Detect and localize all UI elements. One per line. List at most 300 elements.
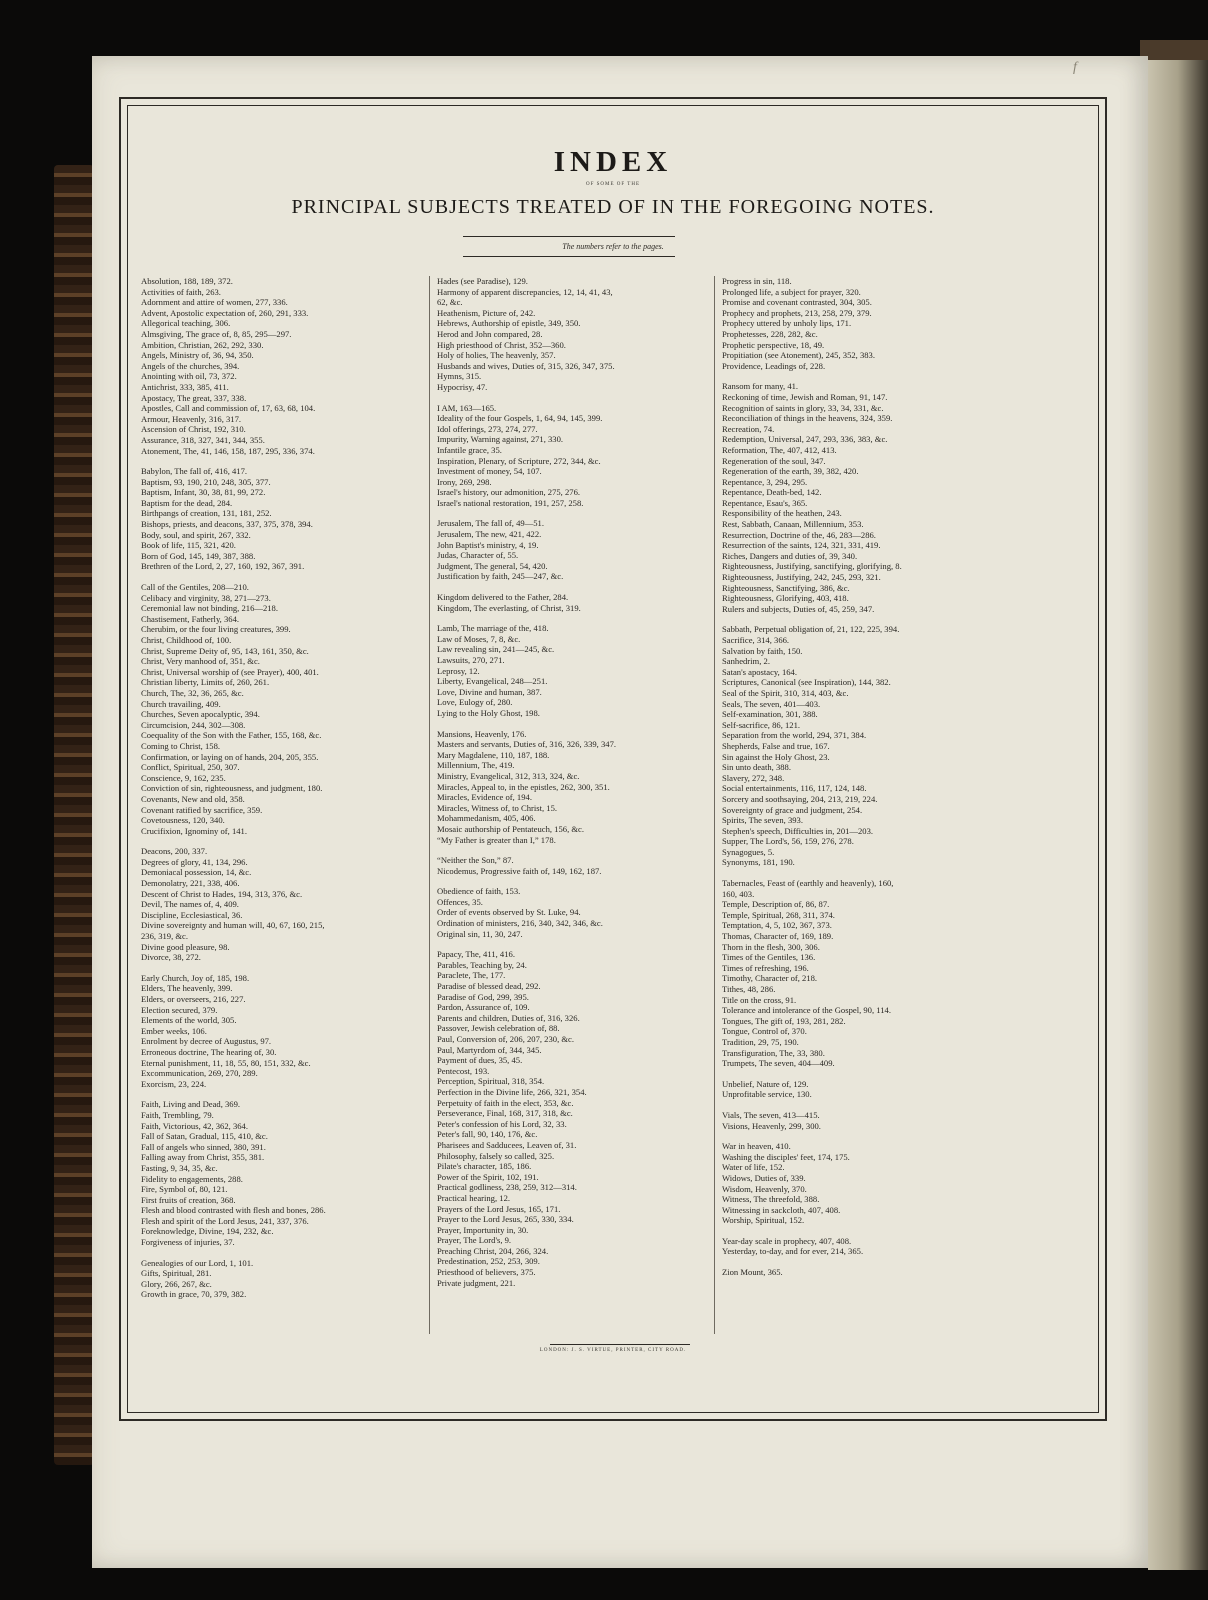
index-entry: Power of the Spirit, 102, 191. [437, 1171, 539, 1182]
index-entry: Christ, Very manhood of, 351, &c. [141, 656, 260, 667]
index-entry: Paradise of blessed dead, 292. [437, 981, 541, 992]
index-entry: Gifts, Spiritual, 281. [141, 1268, 212, 1279]
index-entry: Mary Magdalene, 110, 187, 188. [437, 749, 550, 760]
index-entry: Washing the disciples' feet, 174, 175. [722, 1151, 850, 1162]
index-entry: Apostacy, The great, 337, 338. [141, 392, 247, 403]
index-entry: Enrolment by decree of Augustus, 97. [141, 1036, 272, 1047]
index-entry: Advent, Apostolic expectation of, 260, 291, 333. [141, 307, 309, 318]
index-entry: Investment of money, 54, 107. [437, 466, 542, 477]
index-entry: Yesterday, to-day, and for ever, 214, 365. [722, 1246, 864, 1257]
index-entry: Allegorical teaching, 306. [141, 318, 231, 329]
index-entry: Covenants, New and old, 358. [141, 793, 245, 804]
index-entry: Foreknowledge, Divine, 194, 232, &c. [141, 1226, 274, 1237]
index-entry: Wisdom, Heavenly, 370. [722, 1183, 807, 1194]
index-letter-group [437, 518, 713, 582]
index-entry: Baptism for the dead, 284. [141, 497, 233, 508]
index-entry: Fasting, 9, 34, 35, &c. [141, 1162, 218, 1173]
index-entry: Obedience of faith, 153. [437, 886, 521, 897]
index-entry: Prophecy and prophets, 213, 258, 279, 379. [722, 307, 872, 318]
index-entry: Growth in grace, 70, 379, 382. [141, 1289, 247, 1300]
index-entry: Private judgment, 221. [437, 1277, 516, 1288]
index-entry: Thorn in the flesh, 300, 306. [722, 941, 820, 952]
index-entry: Election secured, 379. [141, 1004, 218, 1015]
index-letter-group [437, 403, 713, 509]
index-entry: Sabbath, Perpetual obligation of, 21, 122, 225, 394. [722, 624, 900, 635]
index-entry: Miracles, Witness of, to Christ, 15. [437, 802, 558, 813]
index-entry: Tabernacles, Feast of (earthly and heavenly), 160, [722, 878, 894, 889]
index-entry: Christ, Supreme Deity of, 95, 143, 161, 350, &c. [141, 645, 309, 656]
index-entry: Law revealing sin, 241—245, &c. [437, 644, 555, 655]
index-entry: Recreation, 74. [722, 423, 775, 434]
index-entry: Inspiration, Plenary, of Scripture, 272, 344, &c. [437, 455, 601, 466]
index-entry: Self-examination, 301, 388. [722, 709, 818, 720]
index-letter-group [141, 582, 421, 836]
index-small-caps: OF SOME OF THE [585, 182, 641, 187]
index-entry: Synonyms, 181, 190. [722, 857, 795, 868]
index-letter-group [722, 878, 998, 1069]
index-entry: Ambition, Christian, 262, 292, 330. [141, 339, 264, 350]
index-entry: Pharisees and Sadducees, Leaven of, 31. [437, 1139, 577, 1150]
index-entry: Celibacy and virginity, 38, 271—273. [141, 592, 271, 603]
index-entry: War in heaven, 410. [722, 1141, 791, 1152]
index-entry: Pardon, Assurance of, 109. [437, 1002, 530, 1013]
index-entry: Recognition of saints in glory, 33, 34, 331, &c. [722, 402, 884, 413]
index-entry: Peter's confession of his Lord, 32, 33. [437, 1118, 567, 1129]
index-entry: Kingdom delivered to the Father, 284. [437, 592, 569, 603]
index-entry: Miracles, Evidence of, 194. [437, 792, 532, 803]
index-entry: Ordination of ministers, 216, 340, 342, 346, &c. [437, 918, 603, 929]
index-entry: 160, 403. [722, 888, 755, 899]
index-entry: Synagogues, 5. [722, 846, 775, 857]
index-entry: Church, The, 32, 36, 265, &c. [141, 687, 244, 698]
index-entry: Judgment, The general, 54, 420. [437, 560, 548, 571]
index-entry: Satan's apostacy, 164. [722, 666, 797, 677]
index-entry: Israel's national restoration, 191, 257, 258. [437, 497, 584, 508]
index-entry: Sacrifice, 314, 366. [722, 635, 790, 645]
index-entry: Love, Divine and human, 387. [437, 686, 542, 697]
index-entry: Assurance, 318, 327, 341, 344, 355. [141, 434, 265, 445]
index-entry: Perseverance, Final, 168, 317, 318, &c. [437, 1108, 573, 1119]
index-entry: Book of life, 115, 321, 420. [141, 540, 236, 551]
index-entry: Chastisement, Fatherly, 364. [141, 613, 240, 624]
index-entry: Pilate's character, 185, 186. [437, 1161, 532, 1172]
index-entry: Law of Moses, 7, 8, &c. [437, 633, 521, 644]
index-entry: Ceremonial law not binding, 216—218. [141, 603, 279, 614]
index-entry: Circumcision, 244, 302—308. [141, 719, 246, 730]
index-entry: Witness, The threefold, 388. [722, 1194, 820, 1205]
index-entry: Unbelief, Nature of, 129. [722, 1078, 809, 1089]
index-entry: Reformation, The, 407, 412, 413. [722, 444, 837, 455]
index-entry: Nicodemus, Progressive faith of, 149, 162, 187. [437, 865, 602, 876]
index-entry: Irony, 269, 298. [437, 476, 492, 487]
index-entry: Timothy, Character of, 218. [722, 973, 818, 984]
index-entry: Covenant ratified by sacrifice, 359. [141, 804, 263, 815]
index-entry: “My Father is greater than I,” 178. [437, 834, 556, 845]
index-entry: Prayer, Importunity in, 30. [437, 1224, 529, 1235]
index-entry: Perception, Spiritual, 318, 354. [437, 1076, 545, 1087]
index-entry: Seals, The seven, 401—403. [722, 698, 821, 709]
index-entry: Israel's history, our admonition, 275, 276. [437, 487, 581, 498]
index-letter-group [722, 624, 998, 868]
index-entry: Activities of faith, 263. [141, 286, 221, 297]
index-entry: Regeneration of the earth, 39, 382, 420. [722, 466, 859, 477]
index-entry: Faith, Living and Dead, 369. [141, 1099, 241, 1110]
index-entry: Parables, Teaching by, 24. [437, 959, 527, 970]
index-entry: Pentecost, 193. [437, 1065, 490, 1076]
index-entry: Mosaic authorship of Pentateuch, 156, &c. [437, 823, 585, 834]
index-entry: Salvation by faith, 150. [722, 645, 803, 656]
index-entry: Promise and covenant contrasted, 304, 305. [722, 297, 872, 308]
index-entry: Peter's fall, 90, 140, 176, &c. [437, 1129, 538, 1140]
page-inner-border [127, 105, 1099, 1413]
index-entry: Covetousness, 120, 340. [141, 815, 225, 826]
index-entry: Temple, Spiritual, 268, 311, 374. [722, 909, 835, 920]
index-entry: Responsibility of the heathen, 243. [722, 508, 842, 519]
index-entry: Ascension of Christ, 192, 310. [141, 424, 246, 435]
index-entry: Slavery, 272, 348. [722, 772, 785, 783]
index-entry: Papacy, The, 411, 416. [437, 949, 515, 960]
index-entry: Prayer, The Lord's, 9. [437, 1235, 512, 1246]
index-entry: Temple, Description of, 86, 87. [722, 899, 830, 910]
index-entry: Faith, Trembling, 79. [141, 1109, 214, 1120]
index-entry: Prophetic perspective, 18, 49. [722, 339, 825, 350]
index-entry: Degrees of glory, 41, 134, 296. [141, 856, 248, 867]
index-entry: Prophetesses, 228, 282, &c. [722, 328, 818, 339]
index-entry: Millennium, The, 419. [437, 760, 515, 771]
index-entry: Churches, Seven apocalyptic, 394. [141, 709, 260, 720]
index-entry: “Neither the Son,” 87. [437, 855, 514, 866]
index-entry: Tongue, Control of, 370. [722, 1026, 807, 1037]
index-entry: Divine good pleasure, 98. [141, 941, 230, 952]
index-entry: Infantile grace, 35. [437, 444, 502, 455]
index-entry: Flesh and spirit of the Lord Jesus, 241, 337, 376. [141, 1215, 309, 1226]
index-entry: Exorcism, 23, 224. [141, 1078, 207, 1089]
index-entry: Ransom for many, 41. [722, 381, 799, 392]
index-entry: Reckoning of time, Jewish and Roman, 91, 147. [722, 391, 888, 402]
index-entry: Antichrist, 333, 385, 411. [141, 381, 229, 392]
index-entry: Armour, Heavenly, 316, 317. [141, 413, 242, 424]
index-entry: Devil, The names of, 4, 409. [141, 899, 239, 910]
index-entry: Transfiguration, The, 33, 380. [722, 1047, 825, 1058]
index-entry: Righteousness, Glorifying, 403, 418. [722, 593, 849, 604]
index-entry: Offences, 35. [437, 896, 483, 907]
index-entry: Scriptures, Canonical (see Inspiration), 144, 382. [722, 677, 891, 688]
index-entry: Vials, The seven, 413—415. [722, 1109, 820, 1120]
index-entry: Demoniacal possession, 14, &c. [141, 867, 252, 878]
index-letter-group [722, 1079, 998, 1100]
index-entry: Hades (see Paradise), 129. [437, 276, 528, 286]
index-entry: Temptation, 4, 5, 102, 367, 373. [722, 920, 832, 931]
index-entry: Babylon, The fall of, 416, 417. [141, 466, 248, 477]
index-entry: Prayers of the Lord Jesus, 165, 171. [437, 1203, 561, 1214]
index-entry: Providence, Leadings of, 228. [722, 360, 826, 371]
index-entry: Paul, Martyrdom of, 344, 345. [437, 1044, 542, 1055]
index-note: The numbers refer to the pages. [562, 242, 664, 251]
index-entry: Prophecy uttered by unholy lips, 171. [722, 318, 852, 329]
index-entry: Resurrection of the saints, 124, 321, 331, 419. [722, 540, 881, 551]
index-entry: Times of the Gentiles, 136. [722, 952, 816, 963]
index-entry: Forgiveness of injuries, 37. [141, 1237, 235, 1248]
index-entry: Conflict, Spiritual, 250, 307. [141, 762, 240, 773]
index-entry: Ember weeks, 106. [141, 1025, 207, 1036]
index-entry: Herod and John compared, 28. [437, 328, 543, 339]
index-entry: Sorcery and soothsaying, 204, 213, 219, 224. [722, 793, 878, 804]
index-entry: Christ, Universal worship of (see Prayer), 400, 401. [141, 666, 319, 677]
index-entry: Supper, The Lord's, 56, 159, 276, 278. [722, 836, 854, 847]
index-entry: Fire, Symbol of, 80, 121. [141, 1184, 228, 1195]
index-entry: Times of refreshing, 196. [722, 962, 809, 973]
index-column-2 [429, 276, 713, 1334]
index-entry: Prayer to the Lord Jesus, 265, 330, 334. [437, 1214, 574, 1225]
index-entry: Cherubim, or the four living creatures, 399. [141, 624, 291, 635]
index-letter-group [141, 1258, 421, 1300]
index-entry: Passover, Jewish celebration of, 88. [437, 1023, 560, 1034]
index-entry: Baptism, 93, 190, 210, 248, 305, 377. [141, 476, 271, 487]
index-letter-group [722, 1141, 998, 1226]
index-entry: Demonolatry, 221, 338, 406. [141, 878, 240, 889]
index-entry: Propitiation (see Atonement), 245, 352, 383. [722, 350, 875, 361]
index-entry: Reconciliation of things in the heavens, 324, 359. [722, 413, 893, 424]
index-entry: Redemption, Universal, 247, 293, 336, 383, &c. [722, 434, 888, 445]
index-entry: Elders, or overseers, 216, 227. [141, 994, 246, 1004]
index-entry: Jerusalem, The new, 421, 422. [437, 529, 542, 540]
index-entry: Paradise of God, 299, 395. [437, 991, 529, 1002]
index-entry: Flesh and blood contrasted with flesh and bones, 286. [141, 1205, 326, 1216]
index-entry: Excommunication, 269, 270, 289. [141, 1068, 258, 1079]
index-entry: Resurrection, Doctrine of the, 46, 283—286. [722, 529, 876, 540]
index-entry: Payment of dues, 35, 45. [437, 1055, 523, 1066]
index-entry: Righteousness, Sanctifying, 386, &c. [722, 582, 850, 593]
index-entry: Husbands and wives, Duties of, 315, 326, 347, 375. [437, 360, 615, 371]
index-entry: Atonement, The, 41, 146, 158, 187, 295, 336, 374. [141, 445, 315, 456]
index-entry: Trumpets, The seven, 404—409. [722, 1058, 835, 1069]
index-entry: Perpetuity of faith in the elect, 353, &c. [437, 1097, 574, 1108]
index-entry: Stephen's speech, Difficulties in, 201—203. [722, 825, 874, 836]
index-entry: Church travailing, 409. [141, 698, 221, 709]
index-letter-group [437, 592, 713, 613]
index-entry: Liberty, Evangelical, 248—251. [437, 676, 548, 687]
index-letter-group [437, 729, 713, 846]
index-entry: Zion Mount, 365. [722, 1267, 783, 1278]
index-entry: Angels, Ministry of, 36, 94, 350. [141, 350, 254, 361]
index-entry: Ideality of the four Gospels, 1, 64, 94, 145, 399. [437, 413, 603, 424]
index-entry: First fruits of creation, 368. [141, 1194, 236, 1205]
index-letter-group [141, 276, 421, 456]
index-entry: Spirits, The seven, 393. [722, 815, 803, 826]
index-entry: Order of events observed by St. Luke, 94. [437, 907, 581, 918]
index-letter-group [722, 276, 998, 371]
index-entry: Heathenism, Picture of, 242. [437, 307, 536, 318]
index-entry: Repentance, Esau's, 365. [722, 497, 808, 508]
index-entry: Miracles, Appeal to, in the epistles, 262, 300, 351. [437, 781, 610, 792]
index-entry: Hymns, 315. [437, 371, 482, 382]
note-rule-bottom [463, 256, 675, 257]
index-entry: Christ, Childhood of, 100. [141, 635, 232, 645]
index-entry: Widows, Duties of, 339. [722, 1172, 806, 1183]
index-letter-group [437, 949, 713, 1288]
index-entry: Riches, Dangers and duties of, 39, 340. [722, 550, 858, 561]
index-entry: Original sin, 11, 30, 247. [437, 928, 523, 939]
index-entry: Unprofitable service, 130. [722, 1089, 812, 1100]
index-entry: Born of God, 145, 149, 387, 388. [141, 550, 256, 561]
index-entry: Tradition, 29, 75, 190. [722, 1036, 799, 1047]
index-entry: Seal of the Spirit, 310, 314, 403, &c. [722, 687, 849, 698]
index-entry: Separation from the world, 294, 371, 384. [722, 730, 867, 741]
index-entry: Fidelity to engagements, 288. [141, 1173, 243, 1184]
index-entry: Adornment and attire of women, 277, 336. [141, 297, 288, 308]
index-entry: Faith, Victorious, 42, 362, 364. [141, 1120, 248, 1131]
index-entry: Birthpangs of creation, 131, 181, 252. [141, 508, 272, 519]
index-entry: Preaching Christ, 204, 266, 324. [437, 1245, 549, 1256]
index-entry: Deacons, 200, 337. [141, 846, 208, 857]
index-letter-group [437, 623, 713, 718]
index-entry: Rest, Sabbath, Canaan, Millennium, 353. [722, 519, 864, 530]
index-entry: Worship, Spiritual, 152. [722, 1215, 805, 1226]
index-entry: Hypocrisy, 47. [437, 381, 488, 392]
index-entry: Coequality of the Son with the Father, 155, 168, &c. [141, 730, 322, 741]
index-entry: Righteousness, Justifying, sanctifying, glorifying, 8. [722, 561, 902, 572]
index-entry: Year-day scale in prophecy, 407, 408. [722, 1235, 852, 1246]
index-entry: Baptism, Infant, 30, 38, 81, 99, 272. [141, 487, 266, 498]
index-entry: Thomas, Character of, 169, 189. [722, 931, 834, 942]
book-spine [54, 165, 94, 1465]
index-entry: Self-sacrifice, 86, 121. [722, 719, 801, 730]
index-entry: Bishops, priests, and deacons, 337, 375, 378, 394. [141, 519, 313, 530]
index-entry: Shepherds, False and true, 167. [722, 740, 830, 751]
index-entry: Angels of the churches, 394. [141, 360, 240, 371]
index-entry: Call of the Gentiles, 208—210. [141, 582, 249, 593]
index-entry: Love, Eulogy of, 280. [437, 697, 513, 708]
index-letter-group [722, 1267, 998, 1278]
index-entry: Judas, Character of, 55. [437, 550, 519, 561]
index-entry: Title on the cross, 91. [722, 994, 797, 1005]
index-entry: Elements of the world, 305. [141, 1015, 237, 1026]
index-entry: Conviction of sin, righteousness, and judgment, 180. [141, 783, 323, 794]
printer-imprint: LONDON: J. S. VIRTUE, PRINTER, CITY ROAD. [539, 1348, 687, 1353]
index-column-3 [714, 276, 998, 1334]
index-column-1 [141, 276, 421, 1310]
index-entry: Perfection in the Divine life, 266, 321, 354. [437, 1086, 587, 1097]
index-entry: Absolution, 188, 189, 372. [141, 276, 233, 286]
index-entry: Sanhedrim, 2. [722, 656, 770, 667]
index-entry: Repentance, 3, 294, 295. [722, 476, 808, 487]
index-entry: I AM, 163—165. [437, 402, 497, 413]
index-letter-group [722, 381, 998, 614]
index-entry: Justification by faith, 245—247, &c. [437, 571, 564, 582]
index-entry: Glory, 266, 267, &c. [141, 1278, 212, 1289]
note-rule-top [463, 236, 675, 237]
index-entry: Fall of Satan, Gradual, 115, 410, &c. [141, 1131, 268, 1142]
index-entry: Masters and servants, Duties of, 316, 326, 339, 347. [437, 739, 617, 750]
index-entry: Elders, The heavenly, 399. [141, 983, 233, 994]
index-entry: Predestination, 252, 253, 309. [437, 1256, 540, 1267]
index-entry: Righteousness, Justifying, 242, 245, 293, 321. [722, 572, 881, 583]
index-entry: Coming to Christ, 158. [141, 740, 221, 751]
index-letter-group [141, 466, 421, 572]
index-letter-group [141, 973, 421, 1090]
index-letter-group [722, 1236, 998, 1257]
index-entry: Confirmation, or laying on of hands, 204, 205, 355. [141, 751, 319, 762]
index-entry: Witnessing in sackcloth, 407, 408. [722, 1204, 841, 1215]
index-entry: Ministry, Evangelical, 312, 313, 324, &c. [437, 770, 580, 781]
index-entry: Apostles, Call and commission of, 17, 63, 68, 104. [141, 403, 316, 414]
index-entry: Practical godliness, 238, 259, 312—314. [437, 1182, 577, 1193]
index-entry: Mohammedanism, 405, 406. [437, 813, 536, 824]
index-entry: Regeneration of the soul, 347. [722, 455, 826, 466]
index-letter-group [437, 276, 713, 393]
index-entry: Brethren of the Lord, 2, 27, 160, 192, 367, 391. [141, 561, 305, 572]
facing-page-edge [1148, 60, 1208, 1570]
index-entry: Anointing with oil, 73, 372. [141, 371, 237, 382]
index-entry: Prolonged life, a subject for prayer, 320. [722, 286, 861, 297]
index-entry: Idol offerings, 273, 274, 277. [437, 423, 538, 434]
index-letter-group [437, 886, 713, 939]
index-entry: Rulers and subjects, Duties of, 45, 259, 347. [722, 603, 875, 614]
index-letter-group [141, 846, 421, 963]
index-entry: 236, 319, &c. [141, 931, 189, 942]
index-entry: Tithes, 48, 286. [722, 984, 776, 994]
index-entry: Erroneous doctrine, The hearing of, 30. [141, 1046, 277, 1057]
index-entry: Harmony of apparent discrepancies, 12, 14, 41, 43, [437, 286, 613, 297]
index-entry: Tongues, The gift of, 193, 281, 282. [722, 1015, 846, 1026]
index-title: INDEX [553, 146, 673, 178]
index-entry: Mansions, Heavenly, 176. [437, 728, 527, 739]
index-entry: Sin unto death, 388. [722, 762, 791, 773]
index-entry: Jerusalem, The fall of, 49—51. [437, 518, 544, 529]
index-letter-group [722, 1110, 998, 1131]
index-entry: Early Church, Joy of, 185, 198. [141, 972, 250, 983]
index-letter-group [437, 855, 713, 876]
footer-rule [550, 1344, 690, 1345]
index-entry: Kingdom, The everlasting, of Christ, 319. [437, 602, 581, 613]
index-entry: John Baptist's ministry, 4, 19. [437, 539, 539, 550]
index-entry: High priesthood of Christ, 352—360. [437, 339, 566, 350]
index-entry: Divine sovereignty and human will, 40, 67, 160, 215, [141, 920, 325, 931]
index-entry: Parents and children, Duties of, 316, 326. [437, 1012, 580, 1023]
index-entry: Hebrews, Authorship of epistle, 349, 350. [437, 318, 581, 329]
index-entry: Sovereignty of grace and judgment, 254. [722, 804, 863, 815]
index-entry: Sin against the Holy Ghost, 23. [722, 751, 830, 762]
index-entry: Leprosy, 12. [437, 665, 480, 676]
index-entry: Crucifixion, Ignominy of, 141. [141, 825, 247, 836]
index-entry: Lamb, The marriage of the, 418. [437, 623, 549, 634]
page-border [119, 97, 1107, 1421]
index-entry: Genealogies of our Lord, 1, 101. [141, 1257, 254, 1268]
index-entry: Practical hearing, 12. [437, 1192, 511, 1203]
index-entry: Philosophy, falsely so called, 325. [437, 1150, 555, 1161]
index-entry: Priesthood of believers, 375. [437, 1267, 536, 1278]
index-entry: Almsgiving, The grace of, 8, 85, 295—297. [141, 328, 292, 339]
index-entry: Progress in sin, 118. [722, 276, 792, 286]
index-entry: Discipline, Ecclesiastical, 36. [141, 909, 243, 920]
index-entry: Divorce, 38, 272. [141, 952, 201, 963]
index-entry: Descent of Christ to Hades, 194, 313, 376, &c. [141, 888, 303, 899]
index-entry: Repentance, Death-bed, 142. [722, 487, 822, 498]
index-letter-group [141, 1099, 421, 1247]
index-entry: Social entertainments, 116, 117, 124, 148. [722, 783, 867, 794]
index-entry: Visions, Heavenly, 299, 300. [722, 1120, 821, 1131]
pencil-mark: f [1073, 60, 1077, 75]
index-entry: Holy of holies, The heavenly, 357. [437, 350, 556, 361]
index-entry: Eternal punishment, 11, 18, 55, 80, 151, 332, &c. [141, 1057, 311, 1068]
index-entry: Impurity, Warning against, 271, 330. [437, 434, 564, 445]
index-entry: Paul, Conversion of, 206, 207, 230, &c. [437, 1034, 575, 1044]
index-entry: Fall of angels who sinned, 380, 391. [141, 1141, 266, 1152]
index-entry: Falling away from Christ, 355, 381. [141, 1152, 265, 1163]
index-entry: Paraclete, The, 177. [437, 970, 506, 981]
index-entry: Conscience, 9, 162, 235. [141, 772, 226, 783]
index-entry: Christian liberty, Limits of, 260, 261. [141, 677, 270, 688]
